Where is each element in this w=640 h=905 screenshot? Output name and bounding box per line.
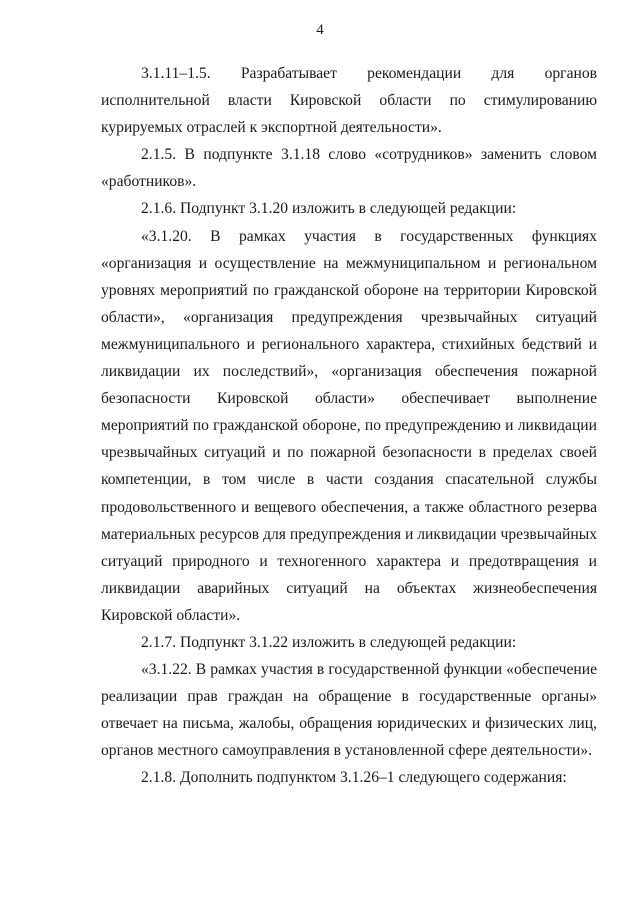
paragraph-2-1-8: 2.1.8. Дополнить подпунктом 3.1.26–1 следующего содержания: — [141, 769, 567, 787]
document-body — [101, 60, 597, 792]
paragraph-3-1-11-1-5: 3.1.11–1.5. Разрабатывает рекомендации для органов исполнительной власти Кировской области по стимулированию курируемых отраслей к экспортной деятельности». — [101, 65, 597, 137]
paragraph-2-1-5: 2.1.5. В подпункте 3.1.18 слово «сотрудников» заменить словом «работников». — [101, 146, 597, 191]
paragraph-3-1-22: «3.1.22. В рамках участия в государственной функции «обеспечение реализации прав граждан на обращение в государственные органы» отвечает на письма, жалобы, обращения юридических и физических лиц, органов местного самоуправления в установленной сфере деятельности». — [101, 661, 597, 760]
page-number: 4 — [316, 22, 324, 38]
paragraph-3-1-20: «3.1.20. В рамках участия в государственных функциях «организация и осуществление на межмуниципальном и региональном уровнях мероприятий по гражданской обороне на территории Кировской области», «организация предупреждения чрезвычайных ситуаций межмуниципального и регионального характера, стихийных бедствий и ликвидации их последствий», «организация обеспечения пожарной безопасности Кировской области» обеспечивает выполнение мероприятий по гражданской обороне, по предупреждению и ликвидации чрезвычайных ситуаций и по пожарной безопасности в пределах своей компетенции, в том числе в части создания спасательной службы продовольственного и вещевого обеспечения, а также областного резерва материальных ресурсов для предупреждения и ликвидации чрезвычайных ситуаций природного и техногенного характера и предотвращения и ликвидации аварийных ситуаций на объектах жизнеобеспечения Кировской области». — [101, 227, 597, 624]
paragraph-2-1-6: 2.1.6. Подпункт 3.1.20 изложить в следующей редакции: — [141, 200, 517, 218]
paragraph-2-1-7: 2.1.7. Подпункт 3.1.22 изложить в следующей редакции: — [141, 633, 517, 651]
